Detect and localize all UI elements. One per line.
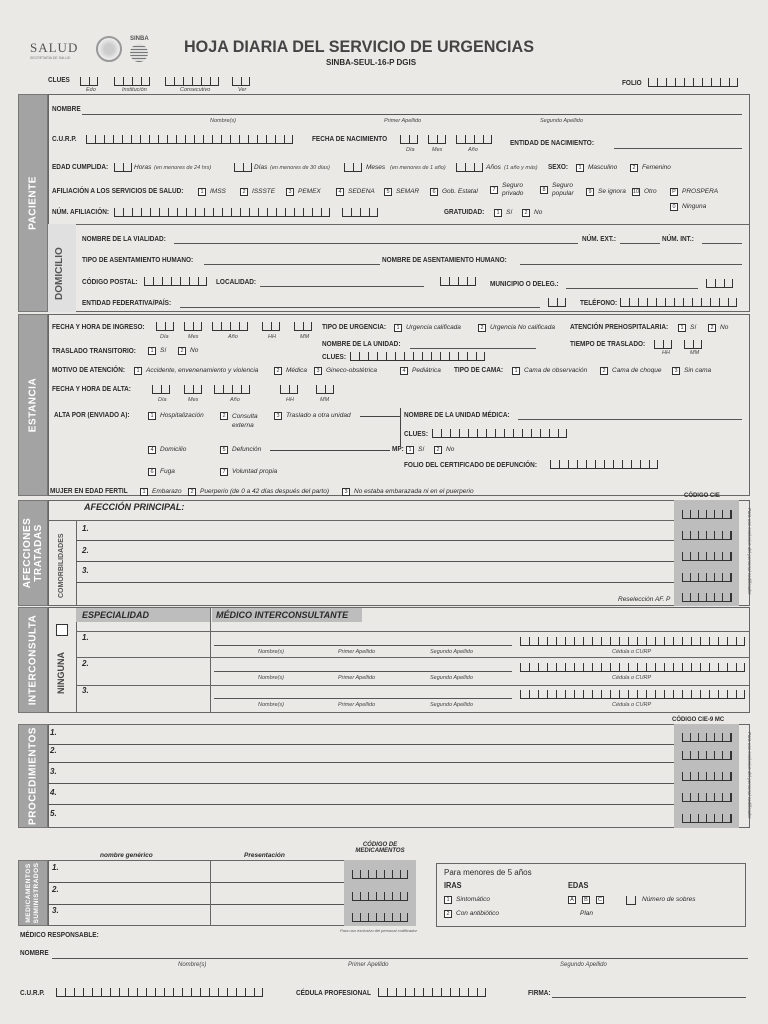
section-estancia: ESTANCIA <box>18 314 48 496</box>
afil-option-5-label: Gob. Estatal <box>442 188 478 195</box>
edad-horas[interactable] <box>114 163 132 172</box>
cp-field[interactable] <box>144 277 207 286</box>
mp-si-box[interactable]: 1 <box>406 446 414 454</box>
alta-traslado-box[interactable]: 3 <box>274 412 282 420</box>
afil-ninguna-box[interactable]: 0 <box>670 203 678 211</box>
folio-field[interactable] <box>648 78 738 87</box>
cie-row-2[interactable] <box>682 552 732 561</box>
afil-option-10-box[interactable]: P <box>670 188 678 196</box>
urg-calif-box[interactable]: 1 <box>394 324 402 332</box>
alta-voluntad-box[interactable]: 7 <box>220 468 228 476</box>
cie-principal[interactable] <box>682 510 732 519</box>
ingreso-anio[interactable] <box>212 322 248 331</box>
afil-option-3-label: SEDENA <box>348 188 375 195</box>
page-title: HOJA DIARIA DEL SERVICIO DE URGENCIAS <box>184 37 534 56</box>
afeccion-principal-label: AFECCIÓN PRINCIPAL: <box>84 502 185 512</box>
comorbilidad-1-field[interactable] <box>76 540 674 541</box>
procedimiento-row-3-label: 3. <box>50 767 57 776</box>
nom-asent-field[interactable] <box>520 264 742 265</box>
alta-anio[interactable] <box>214 385 250 394</box>
folio-defuncion-field[interactable] <box>550 460 658 469</box>
fecha-nac-mes[interactable] <box>428 135 446 144</box>
alta-defuncion-box[interactable]: 5 <box>220 446 228 454</box>
ninguna-checkbox[interactable] <box>56 624 68 636</box>
alta-domicilio-box[interactable]: 4 <box>148 446 156 454</box>
alta-consulta-box[interactable]: 2 <box>220 412 228 420</box>
procedimiento-row-4-label: 4. <box>50 788 57 797</box>
ingreso-hh[interactable] <box>262 322 280 331</box>
num-int-field[interactable] <box>702 243 742 244</box>
interconsulta-row-1-cedula[interactable] <box>520 637 745 646</box>
sexo-femenino-box[interactable]: 2 <box>630 164 638 172</box>
prehosp-no-box[interactable]: 2 <box>708 324 716 332</box>
fecha-nac-dia[interactable] <box>400 135 418 144</box>
edas-c-box[interactable]: C <box>596 896 604 904</box>
folio-label: FOLIO <box>622 80 642 87</box>
motivo-pediatrica-box[interactable]: 4 <box>400 367 408 375</box>
medicamento-row-1-code[interactable] <box>352 870 408 879</box>
traslado-clues-field[interactable] <box>350 352 485 361</box>
alta-clues-field[interactable] <box>432 429 567 438</box>
section-interconsulta: INTERCONSULTA <box>18 607 48 713</box>
afil-option-9-label: Otro <box>644 188 657 195</box>
medico-nombre-field[interactable] <box>52 958 748 959</box>
clues-consec-field[interactable] <box>165 77 219 86</box>
edad-dias[interactable] <box>234 163 252 172</box>
afil-option-6-label: Seguro privado <box>502 182 524 197</box>
medicamento-row-2-label: 2. <box>52 885 59 894</box>
medicamento-row-1-label: 1. <box>52 863 59 872</box>
cama-observacion-box[interactable]: 1 <box>512 367 520 375</box>
procedimiento-row-5-cie[interactable] <box>682 814 732 823</box>
alta-hh[interactable] <box>280 385 298 394</box>
procedimiento-row-2-label: 2. <box>50 746 57 755</box>
section-paciente: PACIENTE <box>18 94 48 312</box>
vialidad-field[interactable] <box>174 243 578 244</box>
ingreso-dia[interactable] <box>156 322 174 331</box>
procedimiento-row-4-field[interactable] <box>48 804 674 805</box>
medicamento-row-2-code[interactable] <box>352 892 408 901</box>
form-code: SINBA-SEUL-16-P DGIS <box>326 58 417 67</box>
afil-option-9-box[interactable]: 10 <box>633 189 640 195</box>
afil-option-8-label: Se ignora <box>598 188 626 195</box>
iras-sintomatico-box[interactable]: 1 <box>444 896 452 904</box>
section-medicamentos: MEDICAMENTOS SUMINISTRADOS <box>18 860 48 926</box>
cie-row-1[interactable] <box>682 531 732 540</box>
curp-field[interactable] <box>86 135 293 144</box>
procedimiento-row-3-field[interactable] <box>48 783 674 784</box>
tipo-asent-field[interactable] <box>204 264 380 265</box>
afil-option-7-label: Seguro popular <box>552 182 574 197</box>
localidad-code-field[interactable] <box>440 277 476 286</box>
clues-inst-field[interactable] <box>114 77 150 86</box>
edad-anios[interactable] <box>456 163 483 172</box>
alta-fuga-box[interactable]: 6 <box>148 468 156 476</box>
fecha-nac-anio[interactable] <box>456 135 492 144</box>
afil-option-1-label: ISSSTE <box>252 188 276 195</box>
motivo-accidente-box[interactable]: 1 <box>134 367 142 375</box>
interconsulta-row-2-name[interactable] <box>214 671 512 672</box>
comorbilidad-3-field[interactable] <box>76 582 674 583</box>
unidad-medica-field[interactable] <box>518 419 742 420</box>
numero-sobres-field[interactable] <box>626 896 636 905</box>
telefono-field[interactable] <box>620 298 737 307</box>
salud-logo: SALUD SECRETARÍA DE SALUD <box>30 40 79 60</box>
medicamento-row-3-code[interactable] <box>352 913 408 922</box>
cie-reseleccion[interactable] <box>682 593 732 602</box>
num-afil-field[interactable] <box>114 208 330 217</box>
afil-option-8-box[interactable]: 9 <box>586 188 594 196</box>
entidad-field[interactable] <box>180 307 540 308</box>
afil-option-2-box[interactable]: 3 <box>286 188 294 196</box>
nombre-field[interactable] <box>82 114 742 115</box>
medicamento-row-1-field[interactable] <box>48 882 344 883</box>
motivo-medica-box[interactable]: 2 <box>274 367 282 375</box>
municipio-code-field[interactable] <box>706 279 733 288</box>
afil-option-5-box[interactable]: 6 <box>430 188 438 196</box>
afil-option-0-label: IMSS <box>210 188 226 195</box>
municipio-field[interactable] <box>566 288 698 289</box>
mp-no-box[interactable]: 2 <box>434 446 442 454</box>
coat-of-arms-icon <box>96 36 122 62</box>
nombre-unidad-field[interactable] <box>410 348 536 349</box>
gratuidad-no-box[interactable]: 2 <box>522 209 530 217</box>
procedimiento-row-2-cie[interactable] <box>682 751 732 760</box>
edad-meses[interactable] <box>344 163 362 172</box>
urg-nocalif-box[interactable]: 2 <box>478 324 486 332</box>
procedimiento-row-5-label: 5. <box>50 809 57 818</box>
num-afil-ext-field[interactable] <box>342 208 378 217</box>
procedimiento-row-1-cie[interactable] <box>682 733 732 742</box>
prehosp-si-box[interactable]: 1 <box>678 324 686 332</box>
interconsulta-row-1-label: 1. <box>82 633 89 642</box>
cama-choque-box[interactable]: 2 <box>600 367 608 375</box>
comorbilidad-2-field[interactable] <box>76 561 674 562</box>
puerperio-box[interactable]: 2 <box>188 488 196 496</box>
traslado-no-box[interactable]: 2 <box>178 347 186 355</box>
tiempo-mm[interactable] <box>684 340 702 349</box>
sexo-masculino-box[interactable]: 1 <box>576 164 584 172</box>
alta-mm[interactable] <box>316 385 334 394</box>
afil-option-0-box[interactable]: 1 <box>198 188 206 196</box>
afil-option-2-label: PEMEX <box>298 188 321 195</box>
alta-dia[interactable] <box>152 385 170 394</box>
afil-option-6-box[interactable]: 7 <box>490 186 498 194</box>
ingreso-mm[interactable] <box>294 322 312 331</box>
localidad-field[interactable] <box>260 286 424 287</box>
edas-a-box[interactable]: A <box>568 896 576 904</box>
section-procedimientos: PROCEDIMIENTOS <box>18 724 48 828</box>
num-ext-field[interactable] <box>620 243 660 244</box>
procedimiento-row-1-label: 1. <box>50 728 57 737</box>
medicamento-row-3-label: 3. <box>52 906 59 915</box>
embarazo-box[interactable]: 1 <box>140 488 148 496</box>
interconsulta-row-2-label: 2. <box>82 659 89 668</box>
afil-option-1-box[interactable]: 2 <box>240 188 248 196</box>
interconsulta-row-3-label: 3. <box>82 686 89 695</box>
afil-option-4-box[interactable]: 5 <box>384 188 392 196</box>
firma-field[interactable] <box>552 997 746 998</box>
sin-cama-box[interactable]: 3 <box>672 367 680 375</box>
medicamento-row-2-field[interactable] <box>48 904 344 905</box>
interconsulta-row-2-cedula[interactable] <box>520 663 745 672</box>
entidad-code-field[interactable] <box>548 298 566 307</box>
afil-option-4-label: SEMAR <box>396 188 420 195</box>
iras-antibiotico-box[interactable]: 2 <box>444 910 452 918</box>
afil-option-3-box[interactable]: 4 <box>336 188 344 196</box>
traslado-si-box[interactable]: 1 <box>148 347 156 355</box>
cie-row-3[interactable] <box>682 573 732 582</box>
procedimiento-row-2-field[interactable] <box>48 762 674 763</box>
clues-edo-field[interactable] <box>80 77 98 86</box>
entidad-nac-field[interactable] <box>614 148 742 149</box>
gratuidad-si-box[interactable]: 1 <box>494 209 502 217</box>
interconsulta-row-1-name[interactable] <box>214 645 512 646</box>
afil-option-10-label: PROSPERA <box>682 188 719 195</box>
procedimiento-row-4-cie[interactable] <box>682 793 732 802</box>
no-embarazada-box[interactable]: 3 <box>342 488 350 496</box>
interconsulta-row-3-cedula[interactable] <box>520 690 745 699</box>
alta-hospitalizacion-box[interactable]: 1 <box>148 412 156 420</box>
alta-mes[interactable] <box>184 385 202 394</box>
sinba-logo: SINBA <box>130 36 149 62</box>
medico-curp-field[interactable] <box>56 988 263 997</box>
afil-option-7-box[interactable]: 8 <box>540 186 548 194</box>
clues-label: CLUES <box>48 77 70 84</box>
section-afecciones: AFECCIONES TRATADAS <box>18 500 48 606</box>
motivo-gineco-box[interactable]: 3 <box>314 367 322 375</box>
procedimiento-row-3-cie[interactable] <box>682 772 732 781</box>
edas-b-box[interactable]: B <box>582 896 590 904</box>
ingreso-mes[interactable] <box>184 322 202 331</box>
clues-ver-field[interactable] <box>232 77 250 86</box>
interconsulta-row-3-name[interactable] <box>214 698 512 699</box>
cedula-profesional-field[interactable] <box>378 988 486 997</box>
globe-icon <box>130 44 148 62</box>
procedimiento-row-1-field[interactable] <box>48 744 674 745</box>
tiempo-hh[interactable] <box>654 340 672 349</box>
